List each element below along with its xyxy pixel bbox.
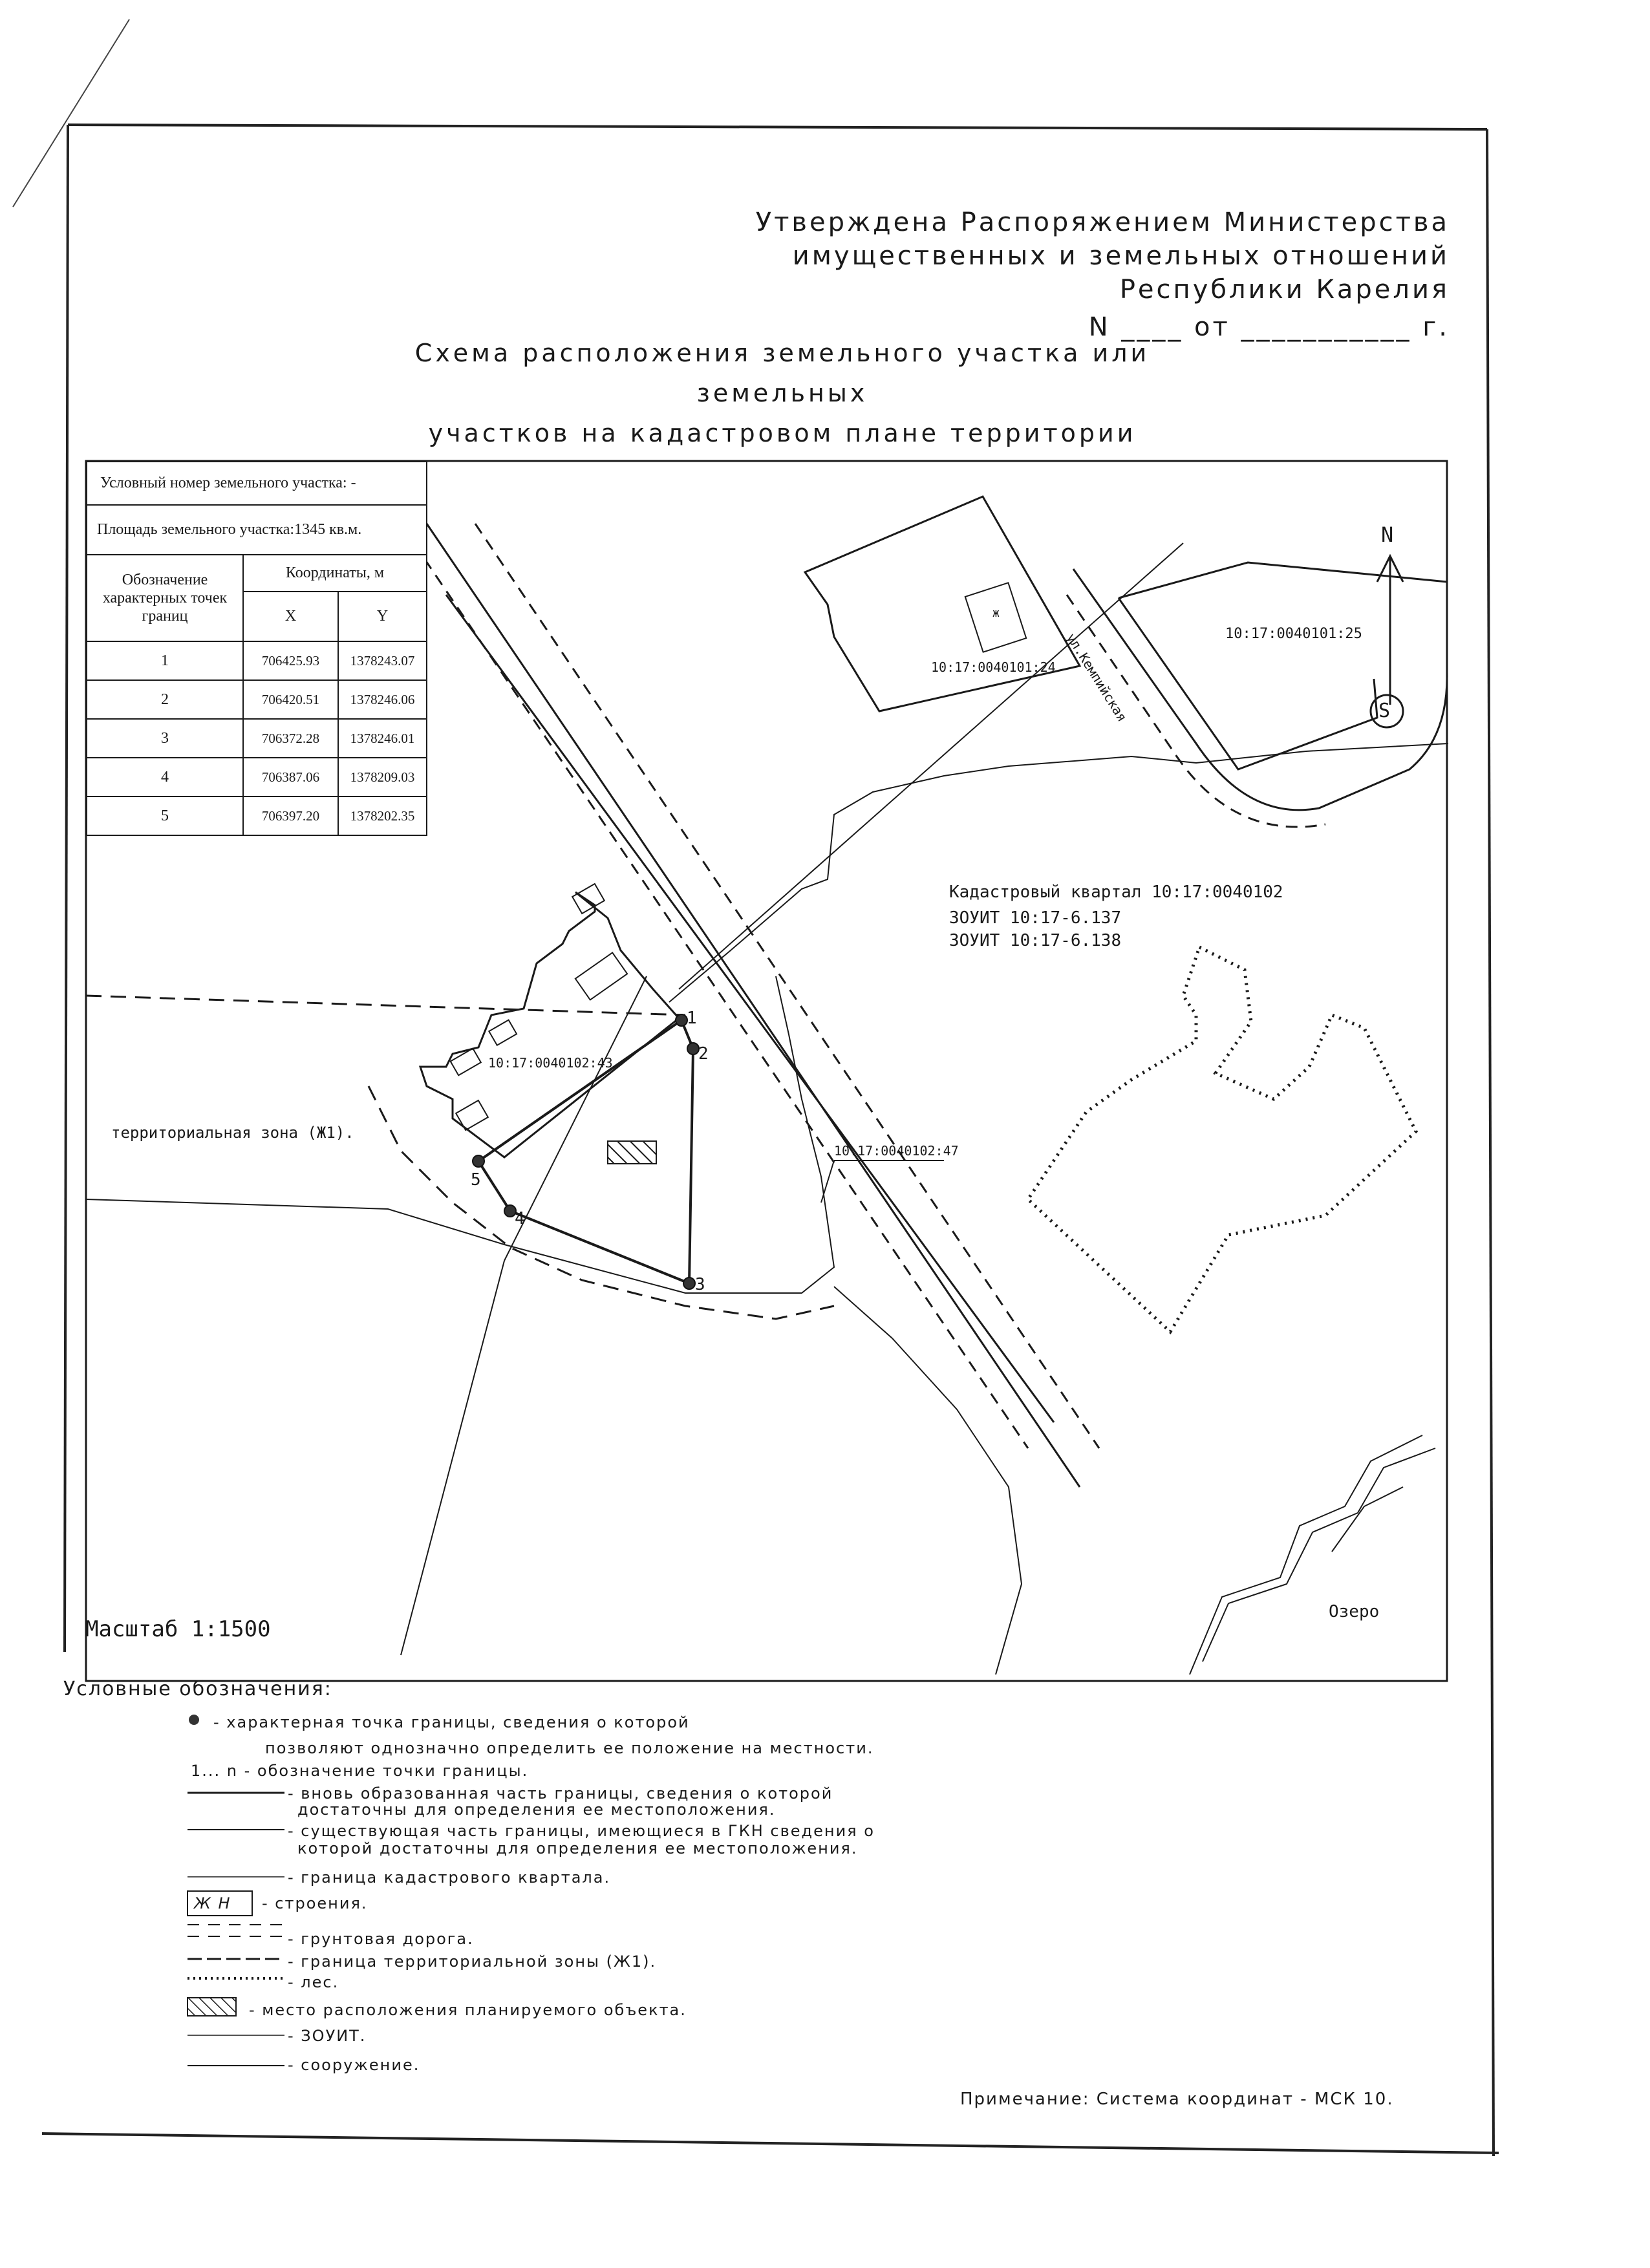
point-label-2: 2 [698, 1044, 709, 1064]
point-x: 706372.28 [243, 719, 338, 758]
legend-point-text-2: позволяют однозначно определить ее положение на местности. [265, 1739, 874, 1757]
zouit-label-2: ЗОУИТ 10:17-6.138 [949, 931, 1122, 950]
legend-point-label: 1... n - обозначение точки границы. [191, 1762, 529, 1780]
point-label-4: 4 [515, 1209, 525, 1228]
parcel-43-label: 10:17:0040102:43 [488, 1055, 613, 1071]
legend-planned-object [188, 1998, 236, 2016]
designation-header: Обозначение характерных точек границ [87, 555, 243, 641]
point-number: 4 [87, 758, 243, 797]
legend-building-text: - строения. [262, 1894, 368, 1912]
legend-new-boundary-text-2: достаточны для определения ее местоположения. [297, 1801, 776, 1819]
legend-forest-text: - лес. [288, 1973, 339, 1991]
legend-structure-text: - сооружение. [288, 2056, 420, 2074]
point-y: 1378246.06 [338, 680, 427, 719]
point-x: 706425.93 [243, 641, 338, 680]
title-line-1: Схема расположения земельного участка или земельных [414, 339, 1150, 407]
lake-label: Озеро [1329, 1602, 1380, 1621]
legend-point-symbol [189, 1715, 199, 1725]
point-number: 2 [87, 680, 243, 719]
scale-label: Масштаб 1:1500 [85, 1616, 271, 1642]
point-y: 1378202.35 [338, 797, 427, 835]
parcel-25-label: 10:17:0040101:25 [1225, 626, 1362, 642]
point-label-5: 5 [471, 1170, 481, 1190]
legend-quarter-text: - граница кадастрового квартала. [288, 1868, 611, 1887]
building-mark: ж [992, 606, 1000, 620]
north-label: N [1381, 522, 1394, 547]
south-label: S [1378, 700, 1391, 722]
coords-header: Координаты, м [243, 555, 427, 592]
legend-point-text: - характерная точка границы, сведения о которой [213, 1713, 690, 1731]
parcel-24-label: 10:17:0040101:24 [931, 659, 1056, 675]
title-line-2: участков на кадастровом плане территории [428, 419, 1137, 447]
approval-line-2: имущественных и земельных отношений [792, 241, 1450, 271]
legend-new-boundary-text: - вновь образованная часть границы, сведения о которой [288, 1784, 833, 1803]
point-x: 706387.06 [243, 758, 338, 797]
legend-title: Условные обозначения: [63, 1678, 332, 1700]
parcel-47-label: 10:17:0040102:47 [834, 1143, 959, 1159]
conditional-number-cell: Условный номер земельного участка: - [87, 462, 427, 505]
point-label-1: 1 [687, 1009, 697, 1028]
point-number: 5 [87, 797, 243, 835]
zouit-label-1: ЗОУИТ 10:17-6.137 [949, 908, 1122, 928]
legend-building-symbol: Ж Н [194, 1894, 231, 1912]
approval-line-3: Республики Карелия [1119, 275, 1450, 305]
point-y: 1378209.03 [338, 758, 427, 797]
point-x: 706420.51 [243, 680, 338, 719]
approval-number-line: N ____ от ___________ г. [1088, 312, 1450, 342]
point-x: 706397.20 [243, 797, 338, 835]
legend-existing-text: - существующая часть границы, имеющиеся в ГКН сведения о [288, 1822, 875, 1840]
x-header: X [243, 592, 338, 641]
coordinate-system-note: Примечание: Система координат - МСК 10. [960, 2090, 1394, 2109]
zone-label: территориальная зона (Ж1). [111, 1124, 354, 1142]
approval-line-1: Утверждена Распоряжением Министерства [755, 208, 1450, 237]
point-y: 1378246.01 [338, 719, 427, 758]
point-number: 3 [87, 719, 243, 758]
street-label: ул.Кемпийская [1063, 630, 1130, 725]
point-y: 1378243.07 [338, 641, 427, 680]
quarter-label: Кадастровый квартал 10:17:0040102 [949, 883, 1283, 902]
area-cell: Площадь земельного участка:1345 кв.м. [87, 505, 427, 555]
legend-dirt-road-text: - грунтовая дорога. [288, 1930, 474, 1948]
y-header: Y [338, 592, 427, 641]
legend-zone-text: - граница территориальной зоны (Ж1). [288, 1952, 657, 1971]
legend-planned-text: - место расположения планируемого объекта. [249, 2001, 687, 2019]
legend-existing-text-2: которой достаточны для определения ее местоположения. [297, 1839, 858, 1857]
legend-zouit-text: - ЗОУИТ. [288, 2027, 367, 2045]
point-number: 1 [87, 641, 243, 680]
point-label-3: 3 [695, 1275, 705, 1294]
